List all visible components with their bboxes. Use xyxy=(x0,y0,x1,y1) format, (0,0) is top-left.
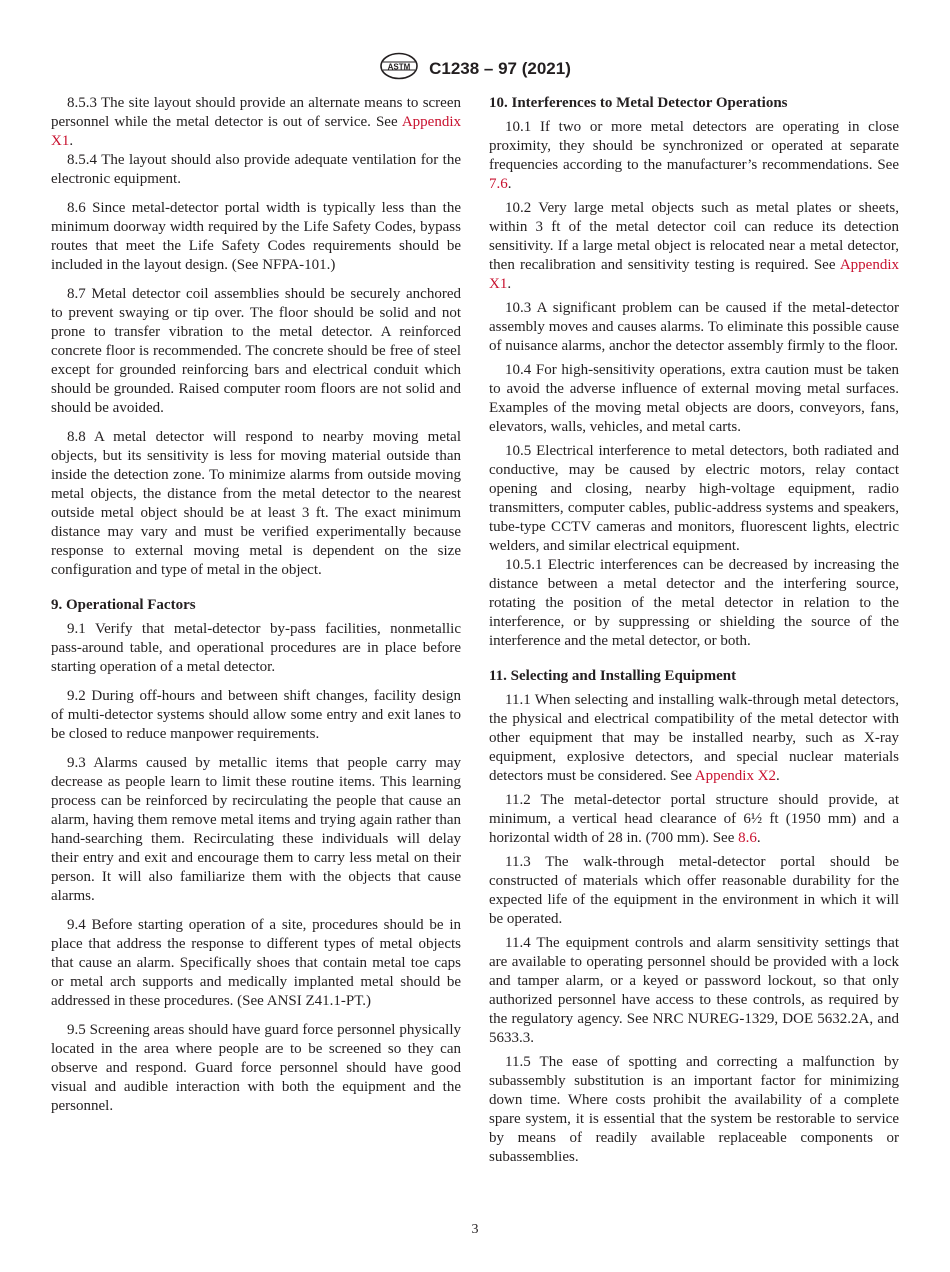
paragraph-11-5: 11.5 The ease of spotting and correcting a malfunction by subassembly substitution is an important factor for minimizing down time. Where costs prohibit the availability of a complete spare system, it is essential that the system be restorable to service by means of readily available replaceable components or subassemblies. xyxy=(489,1054,899,1165)
paragraph-10-1: 10.1 If two or more metal detectors are operating in close proximity, they should be synchronized or operated at separate frequencies according to the manufacturer’s recommendations. See 7.6. xyxy=(489,119,899,192)
paragraph-10-5: 10.5 Electrical interference to metal detectors, both radiated and conductive, may be caused by electric motors, relay contact opening and closing, nearby high-voltage equipment, radio transmitters, computer cables, public-address systems and speakers, tube-type CCTV cameras and monitors, fluorescent lights, electric welders, and similar electrical equipment. xyxy=(489,443,899,554)
section-heading-11: 11. Selecting and Installing Equipment xyxy=(489,668,737,684)
paragraph-9-3: 9.3 Alarms caused by metallic items that people carry may decrease as people learn to limit these routine items. This learning process can be reinforced by recirculating the people that cause an alarm, having them remove metal items and trying again rather than hand-searching them. Recirculating these individuals will delay their entry and exit and encourage them to carry less metal on their person. It will also familiarize them with the objects that cause alarms. xyxy=(51,755,461,904)
svg-text:ASTM: ASTM xyxy=(387,62,411,72)
paragraph-9-2: 9.2 During off-hours and between shift changes, facility design of multi-detector systems should allow some entry and exit lanes to be closed to reduce manpower requirements. xyxy=(51,688,461,742)
paragraph-9-5: 9.5 Screening areas should have guard force personnel physically located in the area where people are to be screened so they can observe and respond. Guard force personnel should have good visual and audible interaction with both the equipment and the personnel. xyxy=(51,1022,461,1114)
page-header xyxy=(0,52,950,85)
section-8-6-link[interactable]: 8.6 xyxy=(738,830,757,846)
paragraph-9-4: 9.4 Before starting operation of a site, procedures should be in place that address the response to different types of metal objects that cause an alarm. Specifically shoes that contain metal toe caps or metal arch supports and medically implanted metal should be addressed in these procedures. (See ANSI Z41.1-PT.) xyxy=(51,917,461,1009)
paragraph-10-4: 10.4 For high-sensitivity operations, extra caution must be taken to avoid the adverse influence of external moving metal surfaces. Examples of the moving metal objects are doors, conveyors, fans, elevators, walls, vehicles, and metal carts. xyxy=(489,362,899,435)
section-7-6-link[interactable]: 7.6 xyxy=(489,176,508,192)
paragraph-8-6: 8.6 Since metal-detector portal width is typically less than the minimum doorway width required by the Life Safety Codes, bypass routes that meet the Life Safety Codes requirements should be included in the layout design. (See NFPA-101.) xyxy=(51,200,461,273)
astm-logo-icon xyxy=(379,52,419,85)
page-number: 3 xyxy=(471,1222,479,1237)
appendix-x2-link[interactable]: Appendix X2 xyxy=(694,768,777,784)
paragraph-11-3: 11.3 The walk-through metal-detector portal should be constructed of materials which offer reasonable durability for the expected life of the equipment in the environment in which it will be operated. xyxy=(489,854,899,927)
appendix-x1-link[interactable]: Appendix X1 xyxy=(489,257,899,292)
appendix-x1-link[interactable]: Appendix X1 xyxy=(51,114,461,149)
paragraph-10-5-1: 10.5.1 Electric interferences can be decreased by increasing the distance between a metal detector and the interfering source, rotating the position of the metal detector in relation to the interference, or by suppressing or shielding the source of the interference and the metal detector, or both. xyxy=(489,557,899,649)
paragraph-11-4: 11.4 The equipment controls and alarm sensitivity settings that are available to operating personnel should be provided with a lock and tamper alarm, or a keyed or password lockout, so that only authorized personnel have access to these controls, as required by the regulatory agency. See NRC NUREG-1329, DOE 5632.2A, and 5633.3. xyxy=(489,935,899,1046)
paragraph-8-5-3: 8.5.3 The site layout should provide an alternate means to screen personnel while the metal detector is out of service. See Appendix X1. xyxy=(51,95,461,149)
paragraph-9-1: 9.1 Verify that metal-detector by-pass facilities, nonmetallic pass-around table, and operational procedures are in place before starting operation of a metal detector. xyxy=(51,621,461,675)
paragraph-11-1: 11.1 When selecting and installing walk-through metal detectors, the physical and electrical compatibility of the metal detector with other equipment that may be installed nearby, such as X-ray equipment, explosive detectors, and special nuclear materials detectors must be considered. See Appendix X2. xyxy=(489,692,899,784)
paragraph-10-2: 10.2 Very large metal objects such as metal plates or sheets, within 3 ft of the metal detector coil can reduce its detection sensitivity. If a large metal object is relocated near a metal detector, then recalibration and sensitivity testing is required. See Appendix X1. xyxy=(489,200,899,292)
paragraph-8-7: 8.7 Metal detector coil assemblies should be securely anchored to prevent swaying or tip over. The floor should be solid and not prone to transfer vibration to the metal detector. A reinforced concrete floor is recommended. The concrete should be free of steel except for grounded reinforcing bars and electrical conduit which should be grounded. Raised computer room floors are not solid and should be avoided. xyxy=(51,286,461,416)
section-heading-10: 10. Interferences to Metal Detector Operations xyxy=(489,95,788,111)
section-heading-9: 9. Operational Factors xyxy=(51,597,196,613)
paragraph-8-8: 8.8 A metal detector will respond to nearby moving metal objects, but its sensitivity is less for moving material outside than inside the detection zone. To minimize alarms from outside moving metal objects, the distance from the metal detector to the nearest outside metal object should be at least 3 ft. The exact minimum distance may vary and must be verified experimentally because response to external moving metal is dependent on the size configuration and type of metal in the object. xyxy=(51,429,461,578)
standard-designation: C1238 – 97 (2021) xyxy=(429,58,571,78)
left-column xyxy=(51,94,461,1121)
right-column xyxy=(489,94,899,1172)
paragraph-8-5-4: 8.5.4 The layout should also provide adequate ventilation for the electronic equipment. xyxy=(51,152,461,187)
paragraph-10-3: 10.3 A significant problem can be caused if the metal-detector assembly moves and causes alarms. To eliminate this possible cause of nuisance alarms, anchor the detector assembly firmly to the floor. xyxy=(489,300,899,354)
paragraph-11-2: 11.2 The metal-detector portal structure should provide, at minimum, a vertical head clearance of 6½ ft (1950 mm) and a horizontal width of 28 in. (700 mm). See 8.6. xyxy=(489,792,899,846)
